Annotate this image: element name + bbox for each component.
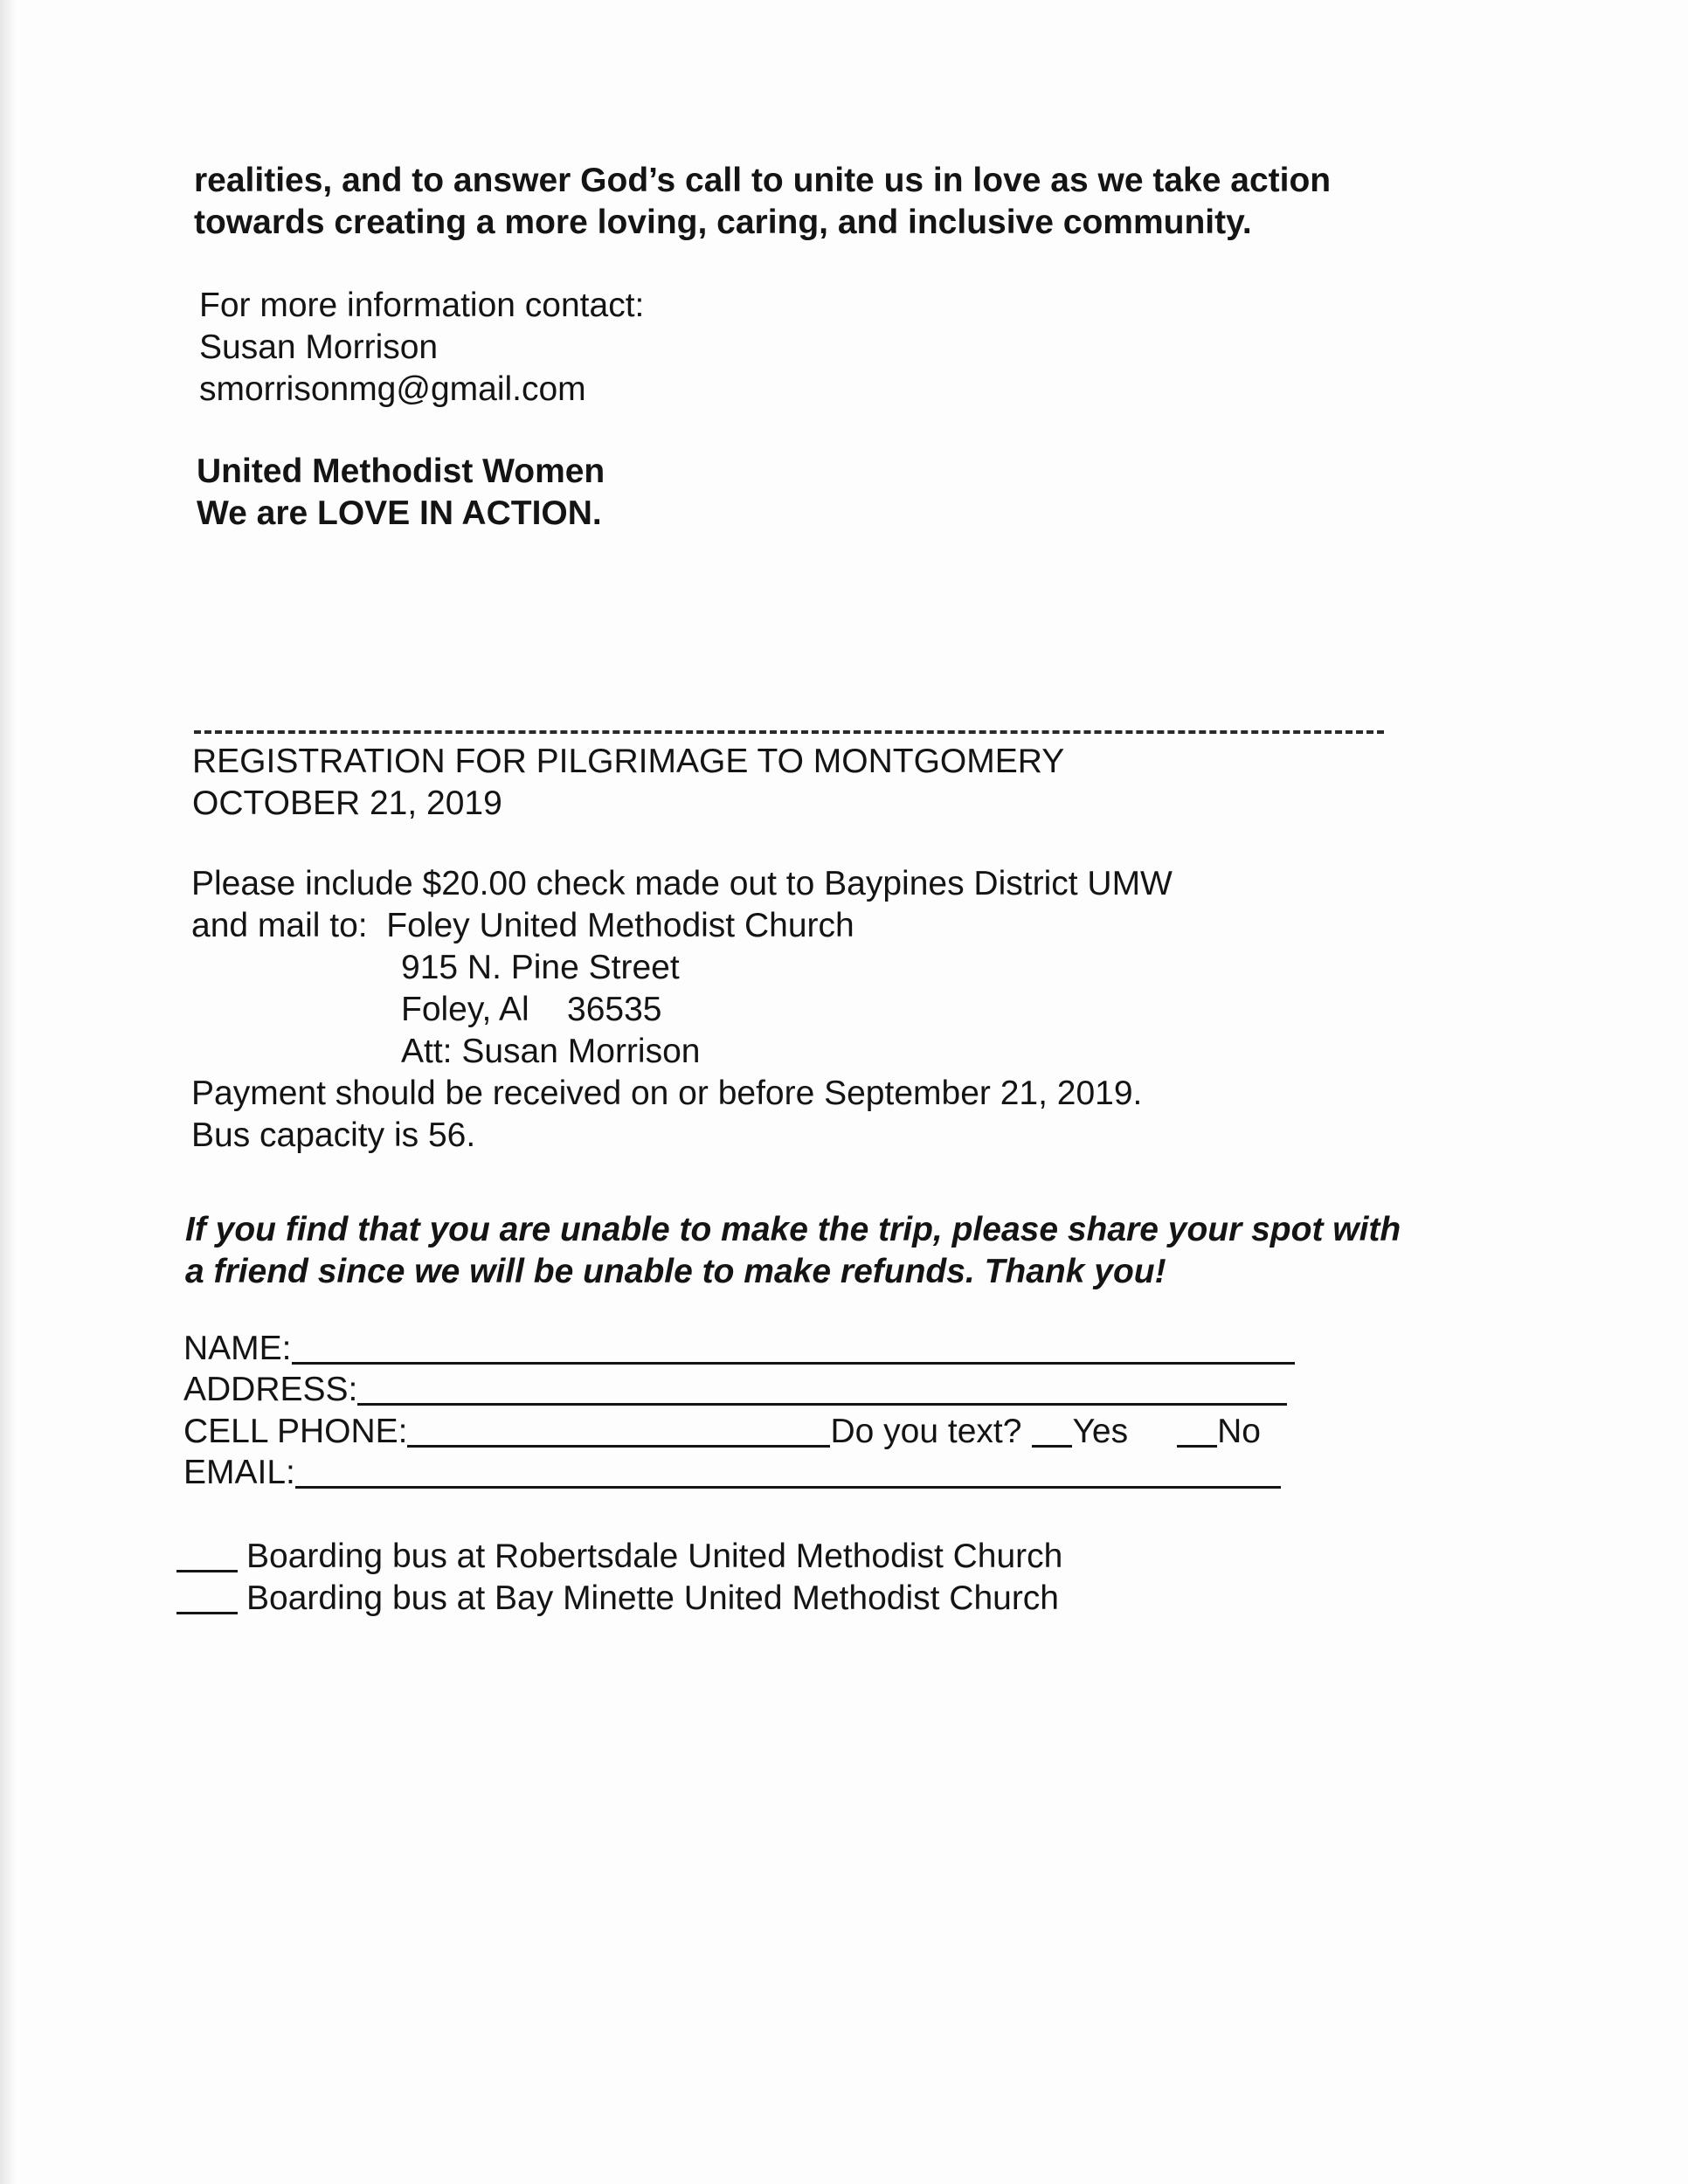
email-field[interactable] xyxy=(295,1455,1281,1489)
refund-note xyxy=(185,1209,1401,1293)
text-question: Do you text? xyxy=(830,1413,1022,1450)
address-label: ADDRESS: xyxy=(183,1371,358,1408)
mail-city-line xyxy=(191,989,1173,1031)
cell-phone-row xyxy=(183,1411,1261,1453)
email-label: EMAIL: xyxy=(183,1454,295,1491)
address-field[interactable] xyxy=(357,1372,1287,1406)
text-yes-blank[interactable] xyxy=(1032,1413,1072,1448)
payment-line: Please include $20.00 check made out to Baypines District UMW xyxy=(191,865,1173,902)
cell-phone-label: CELL PHONE: xyxy=(183,1413,408,1450)
organization-tagline: We are LOVE IN ACTION. xyxy=(197,494,602,532)
registration-header xyxy=(192,741,1064,825)
intro-paragraph xyxy=(194,160,1331,244)
text-yes-label: Yes xyxy=(1072,1413,1129,1450)
mail-church: Foley United Methodist Church xyxy=(386,907,854,944)
mail-to-line xyxy=(191,905,1173,947)
registration-title: REGISTRATION FOR PILGRIMAGE TO MONTGOMERY xyxy=(192,743,1065,780)
intro-line-2: towards creating a more loving, caring, and inclusive community. xyxy=(194,204,1252,241)
page-edge-shadow xyxy=(0,0,16,2184)
intro-line-1: realities, and to answer God’s call to unite us in love as we take action xyxy=(194,162,1332,199)
address-row xyxy=(183,1369,1287,1411)
text-no-label: No xyxy=(1217,1413,1261,1450)
organization-section xyxy=(197,451,605,535)
boarding-robertsdale-label: Boarding bus at Robertsdale United Methodist Church xyxy=(246,1538,1063,1575)
contact-heading: For more information contact: xyxy=(199,287,645,324)
registration-date: OCTOBER 21, 2019 xyxy=(192,784,502,822)
cell-phone-field[interactable] xyxy=(407,1413,830,1448)
boarding-option-robertsdale xyxy=(176,1536,1062,1578)
payment-deadline: Payment should be received on or before September 21, 2019. xyxy=(191,1075,1143,1112)
organization-name: United Methodist Women xyxy=(197,453,605,490)
name-label: NAME: xyxy=(183,1330,292,1367)
mail-city-state: Foley, Al xyxy=(401,991,529,1028)
refund-note-line-2: a friend since we will be unable to make refunds. Thank you! xyxy=(185,1253,1166,1290)
cut-line-divider xyxy=(194,730,1384,734)
email-row xyxy=(183,1452,1281,1494)
contact-email[interactable]: smorrisonmg@gmail.com xyxy=(199,370,586,408)
mail-street: 915 N. Pine Street xyxy=(401,949,680,986)
mail-attention: Att: Susan Morrison xyxy=(401,1033,701,1070)
mail-to-label: and mail to: xyxy=(191,907,368,944)
boarding-option-bay-minette xyxy=(176,1578,1059,1620)
boarding-bay-minette-blank[interactable] xyxy=(176,1580,238,1614)
contact-section xyxy=(199,285,644,411)
refund-note-line-1: If you find that you are unable to make the trip, please share your spot with xyxy=(185,1211,1401,1248)
name-field[interactable] xyxy=(292,1330,1295,1365)
mail-zip: 36535 xyxy=(567,991,662,1028)
payment-section xyxy=(191,863,1173,1157)
boarding-bay-minette-label: Boarding bus at Bay Minette United Methodist Church xyxy=(246,1579,1060,1617)
name-row xyxy=(183,1328,1295,1370)
bus-capacity: Bus capacity is 56. xyxy=(191,1116,476,1154)
text-no-blank[interactable] xyxy=(1177,1413,1217,1448)
contact-name: Susan Morrison xyxy=(199,328,439,366)
boarding-robertsdale-blank[interactable] xyxy=(176,1538,238,1572)
